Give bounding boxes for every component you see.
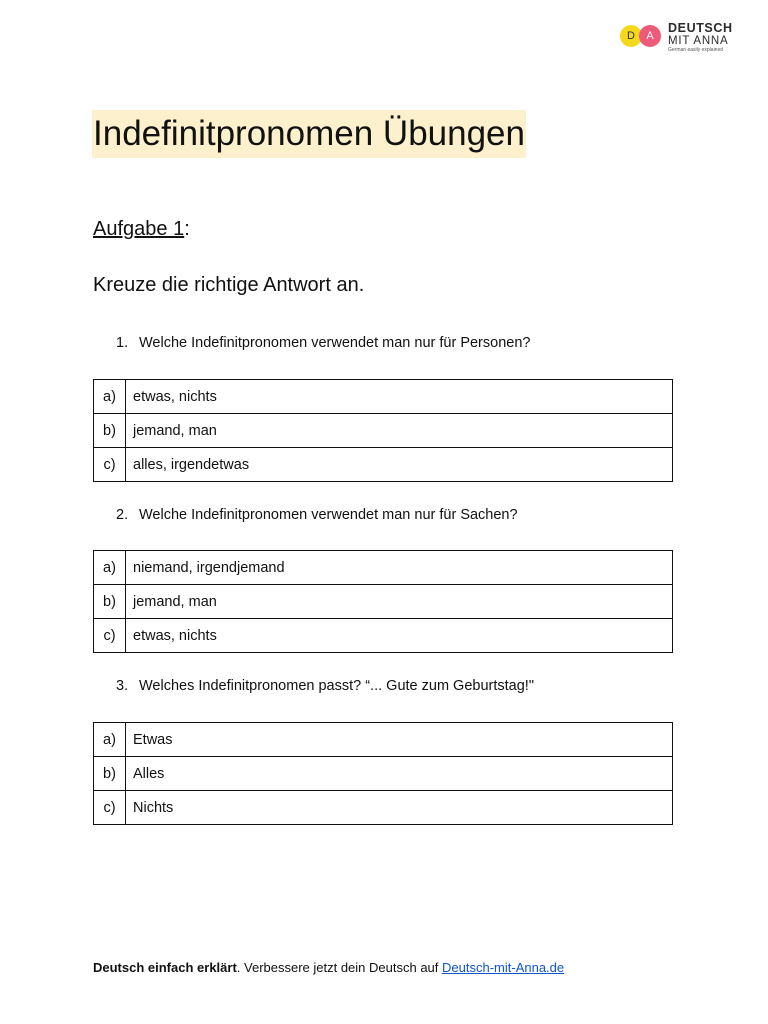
answer-table-1 [93, 379, 673, 482]
option-text: niemand, irgendjemand [126, 551, 673, 585]
option-letter: b) [94, 585, 126, 619]
option-text: Etwas [126, 723, 673, 757]
logo-line-mit-anna: MIT ANNA [668, 35, 729, 47]
logo-line-deutsch: DEUTSCH [668, 21, 733, 35]
answer-option[interactable] [94, 380, 673, 414]
footer-text: . Verbessere jetzt dein Deutsch auf [236, 960, 443, 975]
logo-wordmark [668, 22, 742, 54]
option-letter: b) [94, 414, 126, 448]
answer-option[interactable] [94, 448, 673, 482]
answer-table-3 [93, 722, 673, 825]
question-text: Welches Indefinitpronomen passt? “... Gute zum Geburtstag!" [139, 678, 534, 694]
task-heading [93, 216, 190, 242]
option-letter: c) [94, 448, 126, 482]
option-text: etwas, nichts [126, 380, 673, 414]
option-letter: a) [94, 723, 126, 757]
question-number: 2. [116, 507, 129, 523]
page-footer [93, 958, 564, 978]
option-letter: c) [94, 791, 126, 825]
task-heading-colon: : [184, 218, 190, 240]
footer-website-link[interactable]: Deutsch-mit-Anna.de [442, 960, 565, 975]
option-text: Alles [126, 757, 673, 791]
answer-option[interactable] [94, 757, 673, 791]
logo-letter-d: D [620, 25, 642, 47]
answer-option[interactable] [94, 551, 673, 585]
question-3 [116, 676, 534, 696]
answer-option[interactable] [94, 414, 673, 448]
question-2 [116, 505, 518, 525]
question-number: 1. [116, 335, 129, 351]
brand-logo [620, 22, 740, 58]
logo-tagline: German easily explained [668, 47, 724, 53]
logo-letter-a: A [639, 25, 661, 47]
question-1 [116, 333, 530, 353]
answer-table-2 [93, 550, 673, 653]
question-text: Welche Indefinitpronomen verwendet man nur für Personen? [139, 335, 531, 351]
option-letter: c) [94, 619, 126, 653]
option-letter: b) [94, 757, 126, 791]
answer-option[interactable] [94, 791, 673, 825]
answer-option[interactable] [94, 723, 673, 757]
option-text: Nichts [126, 791, 673, 825]
answer-option[interactable] [94, 619, 673, 653]
option-text: jemand, man [126, 585, 673, 619]
question-text: Welche Indefinitpronomen verwendet man nur für Sachen? [139, 507, 518, 523]
option-letter: a) [94, 380, 126, 414]
option-text: alles, irgendetwas [126, 448, 673, 482]
option-text: jemand, man [126, 414, 673, 448]
logo-mark [620, 25, 664, 49]
page-title: Indefinitpronomen Übungen [92, 110, 526, 158]
question-number: 3. [116, 678, 129, 694]
answer-option[interactable] [94, 585, 673, 619]
option-text: etwas, nichts [126, 619, 673, 653]
option-letter: a) [94, 551, 126, 585]
footer-tagline: Deutsch einfach erklärt [93, 960, 237, 975]
task-instruction: Kreuze die richtige Antwort an. [93, 274, 365, 296]
task-heading-label: Aufgabe 1 [93, 218, 185, 240]
